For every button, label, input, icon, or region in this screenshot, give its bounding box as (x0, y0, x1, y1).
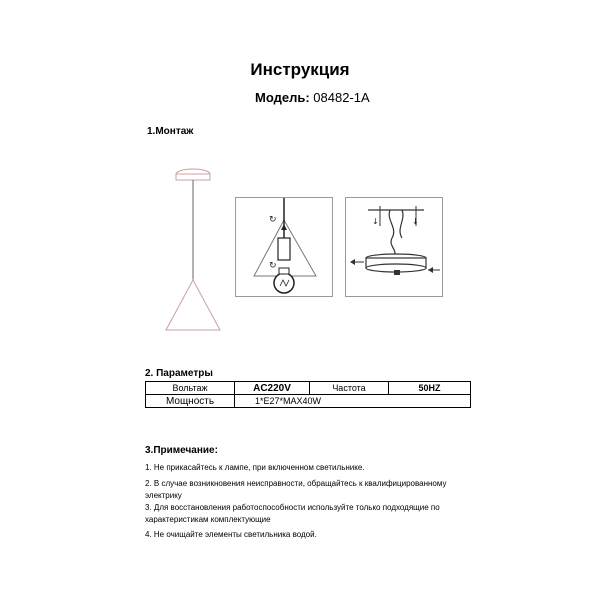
mount-heading: 1.Монтаж (147, 126, 194, 137)
table-cell: 1*E27*MAX40W (235, 395, 471, 408)
note-item: 2. В случае возникновения неисправности, обращайтесь к квалифицированному электрику (145, 479, 447, 500)
table-cell: 50HZ (389, 382, 471, 395)
model-line (255, 90, 370, 105)
note-item: 4. Не очищайте элементы светильника водой. (145, 530, 317, 539)
svg-text:↓: ↓ (412, 217, 419, 226)
table-cell: Частота (310, 382, 389, 395)
note-item: 3. Для восстановления работоспособности используйте только подходящие по характеристикам комплектующие (145, 503, 440, 524)
params-heading: 2. Параметры (145, 368, 213, 379)
table-row (146, 382, 471, 395)
table-cell: AC220V (235, 382, 310, 395)
pendant-lamp-illustration (160, 165, 230, 335)
svg-text:↓: ↓ (372, 217, 379, 226)
params-table (145, 381, 471, 408)
bulb-install-diagram (235, 197, 333, 297)
table-cell: Вольтаж (146, 382, 235, 395)
document-title: Инструкция (250, 60, 350, 79)
ceiling-mount-diagram (345, 197, 443, 297)
table-row (146, 395, 471, 408)
notes-heading: 3.Примечание: (145, 445, 218, 456)
svg-text:↻: ↻ (269, 261, 277, 271)
note-item: 1. Не прикасайтесь к лампе, при включенном светильнике. (145, 463, 365, 472)
table-cell: Мощность (146, 395, 235, 408)
svg-text:↻: ↻ (269, 215, 277, 225)
model-value: 08482-1A (313, 90, 370, 105)
model-label: Модель: (255, 90, 310, 105)
